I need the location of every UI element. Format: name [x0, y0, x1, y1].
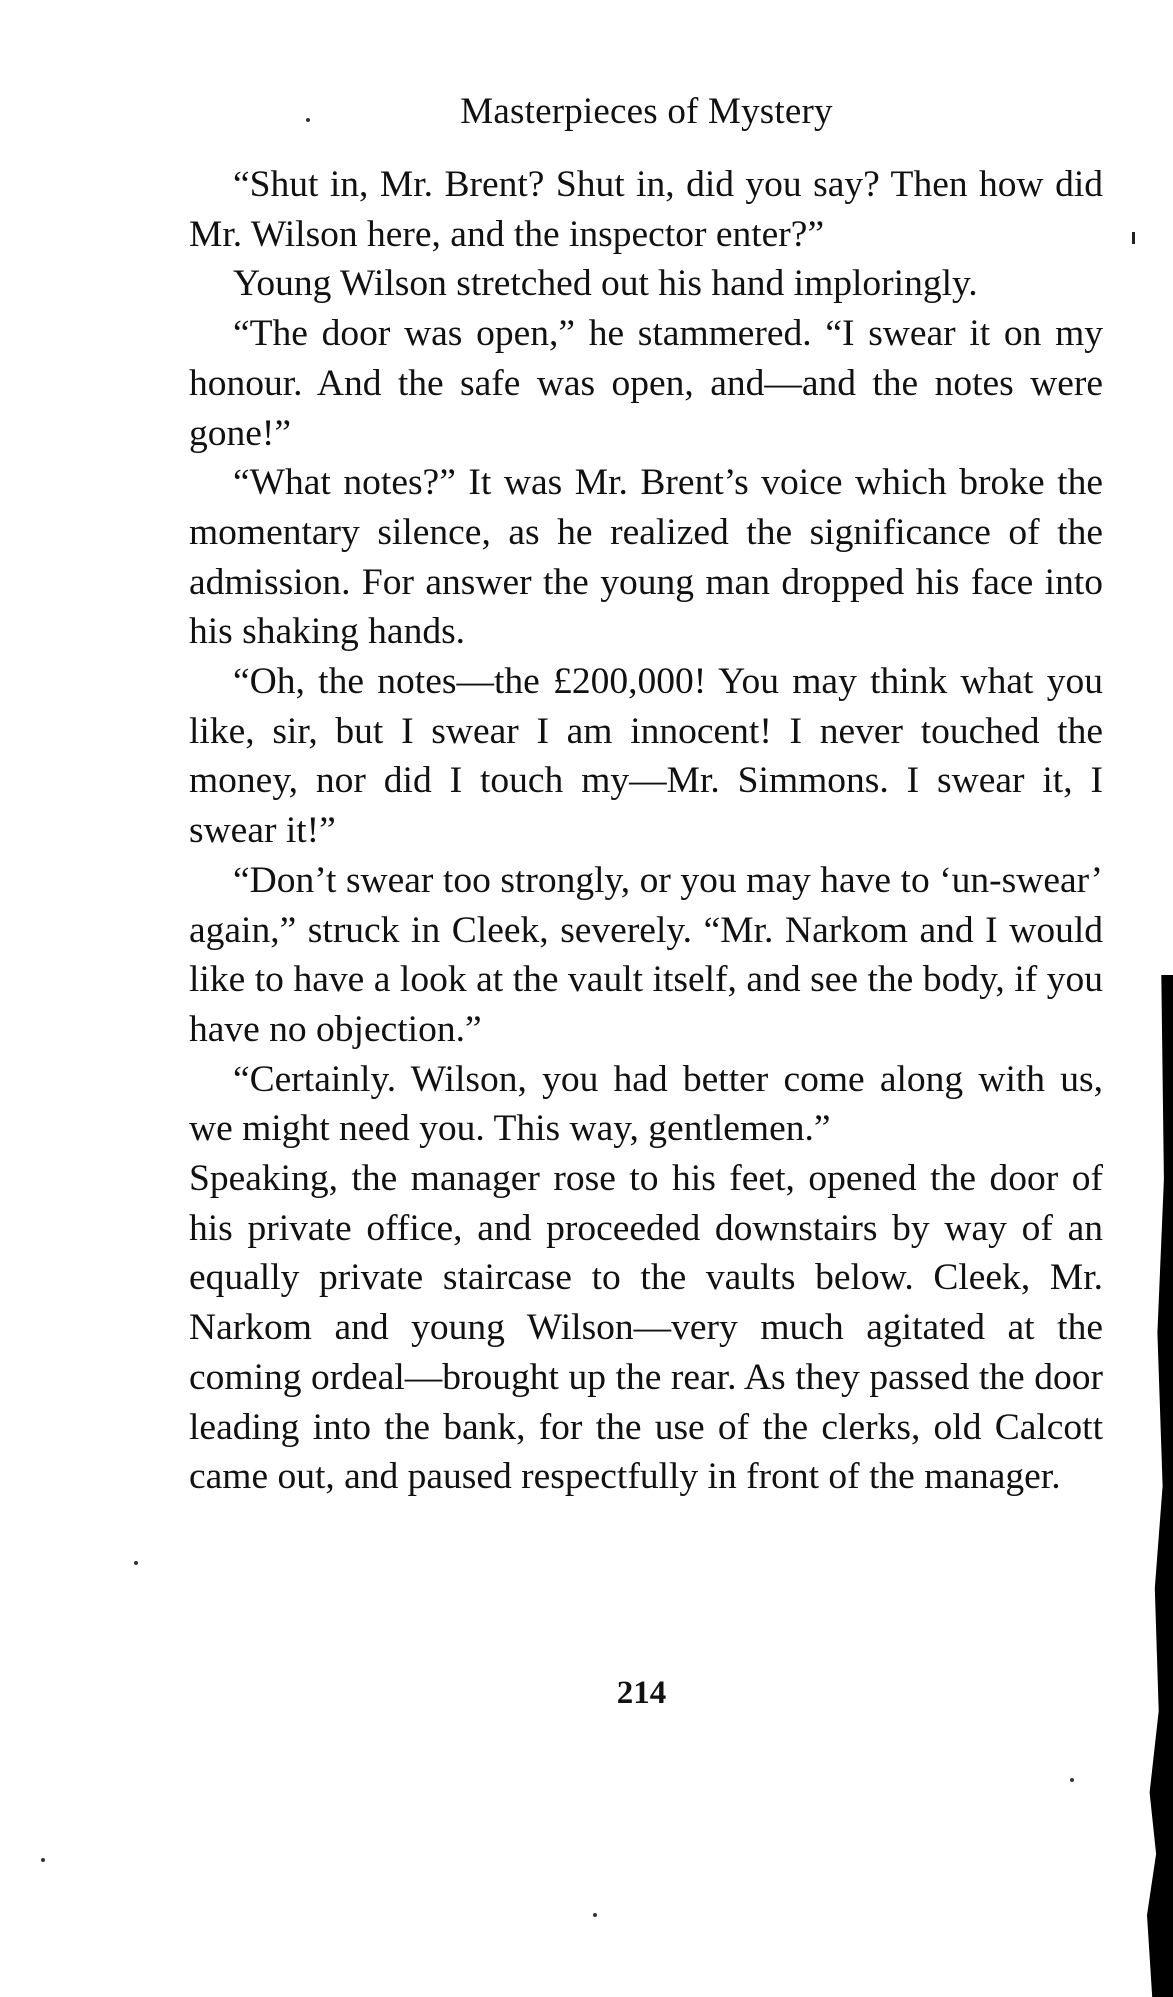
body-text [189, 160, 1103, 1502]
paragraph: “The door was open,” he stammered. “I swear it on my honour. And the safe was open, and—and the notes were gone!” [189, 313, 1103, 454]
running-head-text: Masterpieces of Mystery [460, 91, 833, 132]
scan-speck [41, 1858, 45, 1862]
paragraph: “Don’t swear too strongly, or you may have to ‘un-swear’ again,” struck in Cleek, severely. “Mr. Narkom and I would like to have a look at the vault itself, and see the body, if you have no objection.” [189, 859, 1103, 1050]
scan-speck [306, 118, 310, 122]
running-head [0, 90, 1173, 133]
paragraph: Speaking, the manager rose to his feet, opened the door of his private office, and proceeded downstairs by way of an equally private staircase to the vaults below. Cleek, Mr. Narkom and young Wilson—very much agitated at the coming ordeal—brought up the rear. As they passed the door leading into the bank, for the use of the clerks, old Calcott came out, and paused respectfully in front of the manager. [189, 1158, 1103, 1498]
paragraph: “Shut in, Mr. Brent? Shut in, did you say? Then how did Mr. Wilson here, and the inspector enter?” [189, 164, 1103, 255]
paragraph: “Certainly. Wilson, you had better come along with us, we might need you. This way, gentlemen.” [189, 1058, 1103, 1150]
paragraph: Young Wilson stretched out his hand imploringly. [233, 263, 978, 305]
scan-speck [593, 1913, 597, 1917]
paragraph: “Oh, the notes—the £200,000! You may think what you like, sir, but I swear I am innocent! I never touched the money, nor did I touch my—Mr. Simmons. I swear it, I swear it!” [189, 661, 1103, 852]
page-edge-shadow [1147, 975, 1173, 1997]
scan-speck [134, 1561, 138, 1565]
page-number-text: 214 [616, 1675, 667, 1711]
scan-speck [1070, 1778, 1074, 1782]
page-edge-mark [1132, 232, 1135, 244]
page-number [0, 1675, 1173, 1712]
paragraph: “What notes?” It was Mr. Brent’s voice which broke the momentary silence, as he realized the significance of the admission. For answer the young man dropped his face into his shaking hands. [189, 462, 1103, 653]
